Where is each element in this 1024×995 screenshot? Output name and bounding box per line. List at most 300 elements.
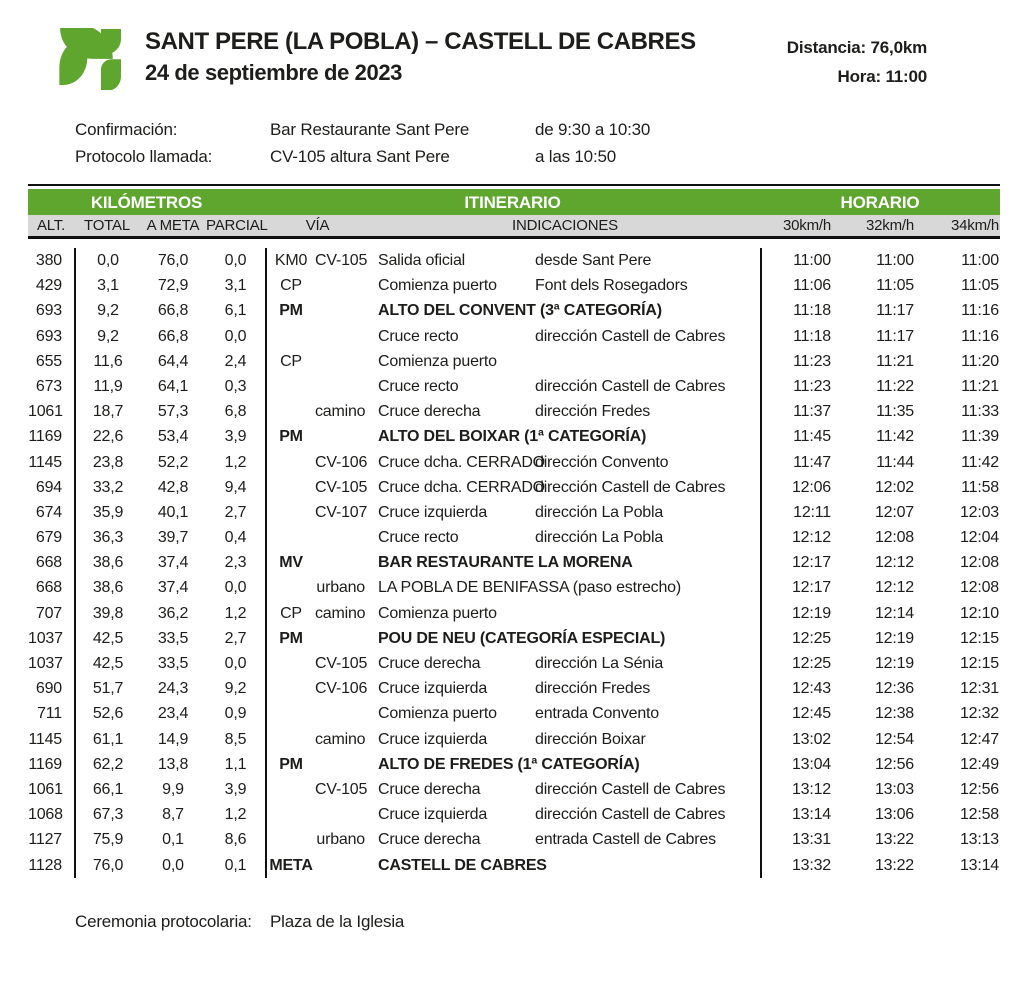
cell-via [315, 273, 370, 298]
cell-indicacion: Comienza puerto [378, 277, 497, 295]
cell-t32: 12:19 [874, 655, 914, 672]
cell-alt: 1037 [28, 655, 63, 672]
cell-parcial: 1,2 [224, 453, 247, 471]
cell-via: CV-105 [315, 478, 368, 496]
cell-via: urbano [316, 831, 365, 849]
cell-via [315, 626, 370, 651]
cell-t32: 11:42 [876, 428, 914, 446]
confirmation-block [75, 116, 650, 170]
cell-a_meta: 66,8 [157, 302, 189, 320]
cell-via: CV-105 [315, 780, 368, 798]
cell-indicacion: ALTO DEL CONVENT (3ª CATEGORÍA) [378, 302, 662, 320]
cell-parcial: 0,3 [224, 377, 247, 395]
cell-marker [265, 500, 315, 525]
cell-a_meta: 23,4 [157, 705, 189, 723]
cell-a_meta: 52,2 [157, 453, 189, 471]
cell-t30: 12:25 [760, 626, 835, 651]
distance-value: Distancia: 76,0km [786, 38, 927, 57]
cell-parcial: 0,0 [224, 579, 247, 597]
cell-t30: 13:31 [760, 827, 835, 852]
cell-t34: 11:42 [961, 453, 999, 471]
cell-t32: 11:35 [876, 403, 914, 421]
cell-t34: 11:16 [961, 302, 999, 320]
cell-indicacion: ALTO DE FREDES (1ª CATEGORÍA) [378, 755, 640, 773]
cell-via [315, 525, 370, 550]
cell-indicacion: Cruce derecha [378, 655, 481, 672]
confirmation-place: Bar Restaurante Sant Pere [270, 120, 470, 139]
cell-alt: 1061 [28, 403, 63, 421]
table-row [28, 424, 1000, 449]
cell-a_meta: 36,2 [157, 604, 189, 622]
cell-alt: 1061 [28, 780, 63, 798]
cell-indicacion: Salida oficial [378, 252, 466, 269]
cell-indicacion: Cruce izquierda [378, 730, 488, 748]
cell-indicacion: BAR RESTAURANTE LA MORENA [378, 554, 633, 572]
cell-t30: 13:04 [760, 752, 835, 777]
cell-t30: 12:45 [760, 701, 835, 726]
cell-indicacion: Cruce derecha [378, 403, 481, 421]
cell-marker: CP [265, 349, 315, 374]
cell-alt: 1169 [28, 428, 62, 446]
cell-t32: 12:14 [874, 604, 914, 622]
confirmation-time: a las 10:50 [535, 147, 616, 166]
cell-parcial: 0,4 [224, 529, 247, 547]
confirmation-row [75, 143, 650, 170]
cell-direccion: dirección Castell de Cabres [535, 780, 726, 798]
table-row [28, 500, 1000, 525]
cell-direccion: dirección La Sénia [535, 655, 664, 672]
cell-parcial: 2,7 [224, 503, 247, 521]
cell-parcial: 0,1 [224, 856, 247, 874]
cell-marker: CP [265, 273, 315, 298]
cell-t32: 12:54 [874, 730, 914, 748]
cell-parcial: 9,2 [224, 680, 247, 698]
cell-indicacion: Cruce derecha [378, 780, 481, 798]
cell-indicacion: Comienza puerto [378, 604, 497, 622]
table-body [28, 239, 1000, 878]
table-row [28, 525, 1000, 550]
cell-a_meta: 42,8 [157, 478, 189, 496]
cell-alt: 1169 [28, 755, 62, 773]
cell-direccion: dirección Castell de Cabres [535, 327, 726, 345]
table-row [28, 777, 1000, 802]
cell-total: 9,2 [74, 298, 140, 323]
cell-t32: 11:21 [876, 352, 914, 370]
cell-indicacion: Cruce izquierda [378, 806, 488, 824]
cell-t30: 11:00 [760, 248, 835, 273]
cell-alt: 711 [37, 705, 62, 723]
cell-t30: 12:43 [760, 676, 835, 701]
cell-via: urbano [316, 579, 365, 597]
cell-marker [265, 777, 315, 802]
table-row [28, 752, 1000, 777]
cell-via: CV-106 [315, 680, 368, 698]
cell-marker [265, 575, 315, 600]
col-indicaciones: INDICACIONES [512, 217, 618, 234]
cell-alt: 668 [35, 579, 62, 597]
cell-via: CV-105 [315, 252, 368, 269]
cell-parcial: 3,9 [224, 780, 247, 798]
cell-t32: 11:00 [876, 252, 914, 269]
cell-alt: 707 [35, 604, 62, 622]
col-30kmh: 30km/h [783, 217, 831, 234]
table-row [28, 450, 1000, 475]
cell-alt: 690 [35, 680, 62, 698]
cell-t34: 12:04 [959, 529, 999, 547]
cell-t30: 12:06 [760, 475, 835, 500]
group-kilometros: KILÓMETROS [90, 193, 203, 212]
cell-parcial: 6,8 [224, 403, 247, 421]
cell-alt: 1145 [28, 453, 62, 471]
cell-alt: 1068 [28, 806, 63, 824]
cell-t30: 12:11 [760, 500, 835, 525]
cell-indicacion: POU DE NEU (CATEGORÍA ESPECIAL) [378, 629, 666, 647]
cell-t32: 12:36 [874, 680, 914, 698]
cell-total: 66,1 [74, 777, 140, 802]
table-row [28, 273, 1000, 298]
cell-t34: 12:08 [959, 579, 999, 597]
ceremony-label: Ceremonia protocolaria: [75, 912, 252, 931]
cell-a_meta: 40,1 [157, 503, 189, 521]
cell-total: 33,2 [74, 475, 140, 500]
table-row [28, 853, 1000, 878]
table-row [28, 550, 1000, 575]
cell-t32: 11:22 [876, 377, 914, 395]
confirmation-label: Protocolo llamada: [75, 147, 213, 166]
cell-t34: 11:21 [961, 377, 999, 395]
cell-t34: 11:39 [961, 428, 999, 446]
cell-direccion: dirección La Pobla [535, 529, 664, 547]
cell-a_meta: 66,8 [157, 327, 189, 345]
cell-indicacion: Cruce recto [378, 327, 459, 345]
cell-alt: 1037 [28, 629, 63, 647]
cell-alt: 679 [35, 529, 62, 547]
cell-indicacion: Cruce derecha [378, 831, 481, 849]
cell-marker [265, 324, 315, 349]
cell-t30: 11:18 [760, 324, 835, 349]
cell-via: CV-106 [315, 453, 368, 471]
cell-alt: 429 [35, 277, 62, 295]
cell-t32: 12:07 [874, 503, 914, 521]
cell-parcial: 2,7 [224, 629, 247, 647]
cell-indicacion: Cruce izquierda [378, 680, 488, 698]
col-34kmh: 34km/h [951, 217, 999, 234]
table-column-header [28, 215, 1000, 236]
cell-alt: 693 [35, 327, 62, 345]
cell-t30: 13:32 [760, 853, 835, 878]
cell-total: 0,0 [74, 248, 140, 273]
confirmation-label: Confirmación: [75, 120, 178, 139]
cell-t32: 11:05 [876, 277, 914, 295]
cell-t34: 12:08 [959, 554, 999, 572]
cell-a_meta: 9,9 [162, 780, 184, 798]
table-row [28, 575, 1000, 600]
cell-t30: 13:02 [760, 727, 835, 752]
cell-direccion: dirección Convento [535, 453, 669, 471]
cell-parcial: 1,1 [224, 755, 247, 773]
cell-direccion: Font dels Rosegadors [535, 277, 688, 295]
cell-t32: 13:03 [874, 780, 914, 798]
cell-direccion: desde Sant Pere [535, 252, 652, 269]
cell-a_meta: 64,1 [157, 377, 189, 395]
col-via: VÍA [305, 217, 330, 234]
cell-indicacion: CASTELL DE CABRES [378, 856, 547, 874]
cell-via [315, 349, 370, 374]
cell-total: 39,8 [74, 601, 140, 626]
cell-t30: 11:47 [760, 450, 835, 475]
cell-indicacion: Cruce recto [378, 529, 459, 547]
cell-parcial: 1,2 [224, 806, 247, 824]
table-row [28, 827, 1000, 852]
cell-t34: 12:10 [959, 604, 999, 622]
cell-via: camino [315, 604, 366, 622]
cell-t30: 11:06 [760, 273, 835, 298]
cell-direccion: dirección Castell de Cabres [535, 377, 726, 395]
cell-alt: 674 [35, 503, 62, 521]
confirmation-row [75, 116, 650, 143]
cell-alt: 380 [35, 252, 62, 269]
cell-direccion: dirección Boixar [535, 730, 646, 748]
cell-total: 9,2 [74, 324, 140, 349]
cell-indicacion: Comienza puerto [378, 352, 497, 370]
cell-alt: 1127 [28, 831, 62, 849]
cell-marker: PM [265, 298, 315, 323]
cell-parcial: 8,5 [224, 730, 247, 748]
table-row [28, 399, 1000, 424]
cell-parcial: 2,4 [224, 352, 247, 370]
cell-t32: 11:17 [876, 327, 914, 345]
cell-indicacion: Cruce dcha. CERRADO [378, 478, 545, 496]
cell-t34: 12:15 [959, 655, 999, 672]
table-row [28, 626, 1000, 651]
start-time-value: Hora: 11:00 [837, 67, 927, 86]
table-row [28, 248, 1000, 273]
cell-t34: 12:49 [959, 755, 999, 773]
cell-direccion: dirección Fredes [535, 403, 651, 421]
cell-indicacion: Cruce recto [378, 377, 459, 395]
cell-marker [265, 651, 315, 676]
cell-a_meta: 37,4 [157, 554, 189, 572]
table-row [28, 676, 1000, 701]
cell-t32: 12:56 [874, 755, 914, 773]
cell-a_meta: 76,0 [157, 252, 189, 269]
cell-indicacion: ALTO DEL BOIXAR (1ª CATEGORÍA) [378, 428, 647, 446]
cell-alt: 694 [35, 478, 62, 496]
cell-parcial: 3,9 [224, 428, 247, 446]
cell-t34: 11:58 [961, 478, 999, 496]
cell-t32: 13:22 [874, 831, 914, 849]
cell-t32: 12:19 [874, 629, 914, 647]
cell-t34: 12:15 [959, 629, 999, 647]
cell-via [315, 374, 370, 399]
cell-via [315, 550, 370, 575]
cell-direccion: dirección Fredes [535, 680, 651, 698]
col-parcial: PARCIAL [206, 217, 268, 234]
leaf-logo-icon [57, 28, 121, 90]
title-block [145, 26, 696, 88]
cell-a_meta: 33,5 [157, 629, 189, 647]
cell-via: camino [315, 730, 366, 748]
cell-indicacion: LA POBLA DE BENIFASSA (paso estrecho) [378, 579, 681, 597]
cell-parcial: 6,1 [224, 302, 247, 320]
cell-marker: PM [265, 424, 315, 449]
table-row [28, 651, 1000, 676]
cell-a_meta: 13,8 [157, 755, 189, 773]
cell-a_meta: 8,7 [162, 806, 184, 824]
cell-via [315, 701, 370, 726]
table-row [28, 374, 1000, 399]
cell-direccion: entrada Castell de Cabres [535, 831, 716, 849]
cell-total: 75,9 [74, 827, 140, 852]
cell-t30: 12:17 [760, 575, 835, 600]
cell-t32: 12:08 [874, 529, 914, 547]
cell-marker: PM [265, 626, 315, 651]
cell-t34: 12:03 [959, 503, 999, 521]
cell-a_meta: 72,9 [157, 277, 189, 295]
cell-t34: 13:13 [959, 831, 999, 849]
col-total: TOTAL [84, 217, 130, 234]
cell-alt: 1128 [28, 856, 62, 874]
cell-direccion: dirección La Pobla [535, 503, 664, 521]
cell-parcial: 0,9 [224, 705, 247, 723]
cell-t30: 11:23 [760, 374, 835, 399]
cell-total: 38,6 [74, 575, 140, 600]
cell-parcial: 3,1 [224, 277, 247, 295]
cell-t34: 12:47 [959, 730, 999, 748]
cell-marker: META [265, 853, 315, 878]
ceremony-value: Plaza de la Iglesia [270, 912, 405, 931]
cell-marker [265, 399, 315, 424]
cell-a_meta: 37,4 [157, 579, 189, 597]
cell-total: 51,7 [74, 676, 140, 701]
cell-t30: 13:14 [760, 802, 835, 827]
cell-parcial: 0,0 [224, 327, 247, 345]
cell-direccion: entrada Convento [535, 705, 660, 723]
cell-alt: 668 [35, 554, 62, 572]
cell-t30: 11:45 [760, 424, 835, 449]
cell-t30: 11:23 [760, 349, 835, 374]
cell-t30: 11:37 [760, 399, 835, 424]
col-32kmh: 32km/h [866, 217, 914, 234]
cell-parcial: 0,0 [224, 655, 247, 672]
cell-t34: 12:32 [959, 705, 999, 723]
header-meta [787, 33, 927, 91]
cell-t30: 12:25 [760, 651, 835, 676]
cell-marker [265, 450, 315, 475]
cell-a_meta: 0,0 [162, 856, 184, 874]
cell-parcial: 2,3 [224, 554, 247, 572]
confirmation-time: de 9:30 a 10:30 [535, 120, 651, 139]
cell-total: 42,5 [74, 626, 140, 651]
cell-total: 61,1 [74, 727, 140, 752]
cell-t32: 11:17 [876, 302, 914, 320]
page-title: SANT PERE (LA POBLA) – CASTELL DE CABRES [145, 28, 696, 55]
cell-via [315, 752, 370, 777]
table-row [28, 475, 1000, 500]
cell-t32: 13:22 [874, 856, 914, 874]
cell-via: CV-107 [315, 503, 368, 521]
cell-total: 76,0 [74, 853, 140, 878]
table-row [28, 802, 1000, 827]
cell-total: 62,2 [74, 752, 140, 777]
cell-marker: MV [265, 550, 315, 575]
table-row [28, 601, 1000, 626]
cell-via [315, 324, 370, 349]
cell-a_meta: 24,3 [157, 680, 189, 698]
cell-via [315, 298, 370, 323]
cell-a_meta: 14,9 [157, 730, 189, 748]
cell-t34: 12:58 [959, 806, 999, 824]
cell-t34: 11:00 [961, 252, 999, 269]
cell-marker [265, 475, 315, 500]
cell-t34: 12:31 [959, 680, 999, 698]
cell-t30: 12:19 [760, 601, 835, 626]
cell-marker [265, 727, 315, 752]
ceremony-note [75, 912, 404, 932]
cell-via [315, 853, 370, 878]
table-row [28, 324, 1000, 349]
cell-indicacion: Cruce dcha. CERRADO [378, 453, 545, 471]
cell-a_meta: 33,5 [157, 655, 189, 672]
cell-via [315, 424, 370, 449]
cell-total: 36,3 [74, 525, 140, 550]
cell-parcial: 0,0 [224, 252, 247, 269]
cell-t34: 11:05 [961, 277, 999, 295]
group-horario: HORARIO [840, 193, 920, 212]
group-itinerario: ITINERARIO [464, 193, 561, 212]
top-rule [28, 184, 1000, 186]
cell-total: 67,3 [74, 802, 140, 827]
cell-t34: 11:16 [961, 327, 999, 345]
cell-a_meta: 57,3 [157, 403, 189, 421]
cell-total: 22,6 [74, 424, 140, 449]
cell-t32: 12:02 [874, 478, 914, 496]
cell-t30: 11:18 [760, 298, 835, 323]
cell-parcial: 8,6 [224, 831, 247, 849]
cell-indicacion: Comienza puerto [378, 705, 497, 723]
cell-t32: 12:12 [874, 554, 914, 572]
cell-via: camino [315, 403, 366, 421]
cell-total: 35,9 [74, 500, 140, 525]
col-alt: ALT. [36, 217, 66, 234]
cell-total: 18,7 [74, 399, 140, 424]
cell-marker: KM0 [265, 248, 315, 273]
cell-marker [265, 374, 315, 399]
table-group-header [28, 189, 1000, 215]
cell-t30: 13:12 [760, 777, 835, 802]
col-a-meta: A META [146, 217, 200, 234]
table-row [28, 727, 1000, 752]
event-date: 24 de septiembre de 2023 [145, 60, 402, 85]
cell-alt: 693 [35, 302, 62, 320]
cell-marker: CP [265, 601, 315, 626]
cell-t32: 11:44 [876, 453, 914, 471]
cell-total: 42,5 [74, 651, 140, 676]
cell-t34: 12:56 [959, 780, 999, 798]
cell-a_meta: 64,4 [157, 352, 189, 370]
table-row [28, 298, 1000, 323]
cell-total: 52,6 [74, 701, 140, 726]
cell-direccion: dirección Castell de Cabres [535, 478, 726, 496]
cell-alt: 655 [35, 352, 62, 370]
cell-total: 23,8 [74, 450, 140, 475]
cell-parcial: 9,4 [224, 478, 247, 496]
cell-marker [265, 827, 315, 852]
cell-marker [265, 802, 315, 827]
cell-via: CV-105 [315, 655, 368, 672]
cell-total: 11,9 [74, 374, 140, 399]
cell-t30: 12:17 [760, 550, 835, 575]
